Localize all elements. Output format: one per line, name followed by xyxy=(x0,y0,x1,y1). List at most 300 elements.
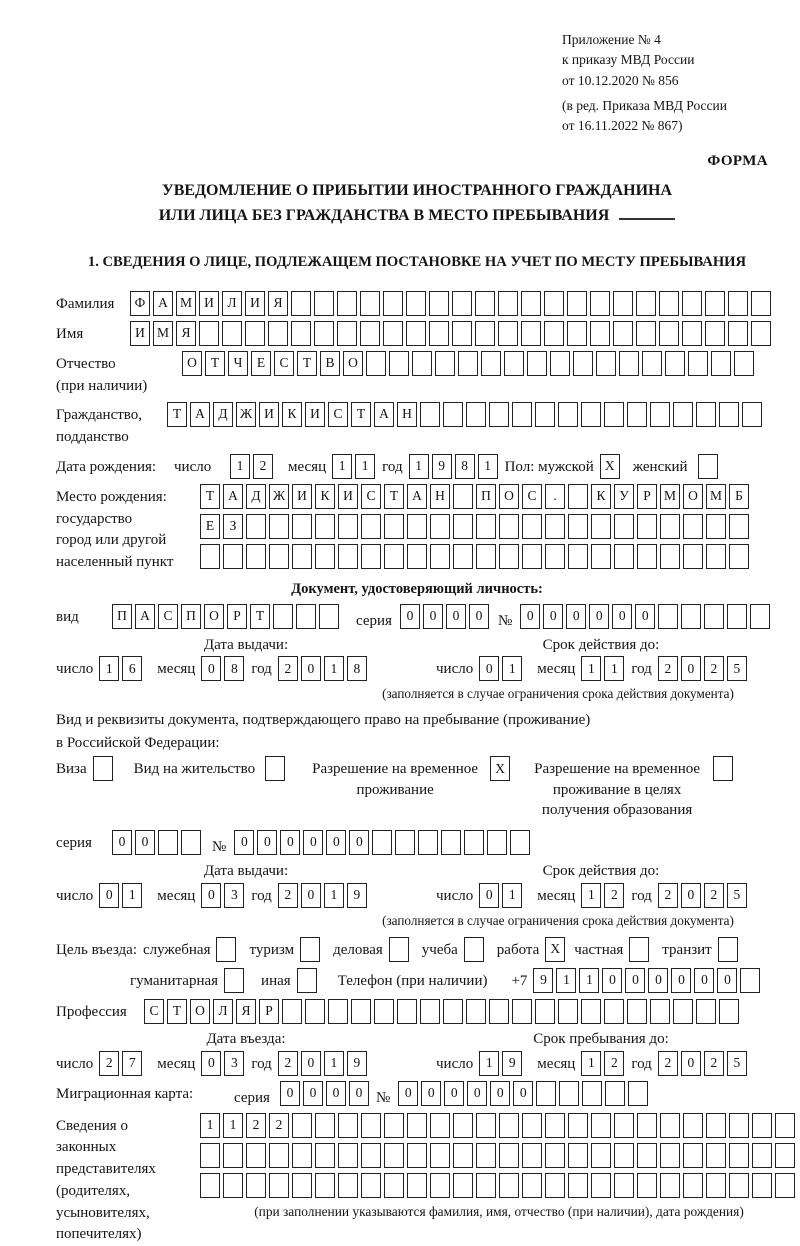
char-cell[interactable]: 1 xyxy=(223,1113,243,1138)
char-cell[interactable]: К xyxy=(315,484,335,509)
char-cell[interactable]: Т xyxy=(250,604,270,629)
char-cell[interactable] xyxy=(673,999,693,1024)
char-cell[interactable]: 3 xyxy=(224,1051,244,1076)
char-cell[interactable] xyxy=(698,454,718,479)
char-cell[interactable] xyxy=(476,544,496,569)
char-cell[interactable]: 1 xyxy=(502,656,522,681)
char-cell[interactable] xyxy=(452,321,472,346)
char-cell[interactable]: 1 xyxy=(332,454,352,479)
char-cell[interactable] xyxy=(752,1143,772,1168)
char-cell[interactable] xyxy=(727,604,747,629)
char-cell[interactable] xyxy=(558,402,578,427)
char-cell[interactable]: 0 xyxy=(280,1081,300,1106)
char-cell[interactable]: Т xyxy=(167,402,187,427)
char-cell[interactable] xyxy=(544,321,564,346)
char-cell[interactable]: 2 xyxy=(604,1051,624,1076)
char-cell[interactable]: 0 xyxy=(543,604,563,629)
char-cell[interactable] xyxy=(504,351,524,376)
char-cell[interactable] xyxy=(637,514,657,539)
char-cell[interactable] xyxy=(719,402,739,427)
char-cell[interactable]: 1 xyxy=(478,454,498,479)
char-cell[interactable] xyxy=(688,351,708,376)
char-cell[interactable] xyxy=(628,1081,648,1106)
char-cell[interactable] xyxy=(558,999,578,1024)
char-cell[interactable]: 1 xyxy=(99,656,119,681)
char-cell[interactable]: 0 xyxy=(681,883,701,908)
char-cell[interactable]: 2 xyxy=(658,1051,678,1076)
char-cell[interactable] xyxy=(292,514,312,539)
char-cell[interactable]: 1 xyxy=(355,454,375,479)
char-cell[interactable]: 8 xyxy=(455,454,475,479)
char-cell[interactable] xyxy=(568,1173,588,1198)
char-cell[interactable] xyxy=(545,1113,565,1138)
char-cell[interactable]: 1 xyxy=(230,454,250,479)
char-cell[interactable] xyxy=(683,1143,703,1168)
char-cell[interactable]: 0 xyxy=(602,968,622,993)
char-cell[interactable] xyxy=(582,1081,602,1106)
char-cell[interactable] xyxy=(291,321,311,346)
char-cell[interactable]: 0 xyxy=(303,830,323,855)
char-cell[interactable] xyxy=(338,1113,358,1138)
char-cell[interactable] xyxy=(750,604,770,629)
char-cell[interactable]: П xyxy=(181,604,201,629)
char-cell[interactable] xyxy=(384,544,404,569)
char-cell[interactable] xyxy=(591,1143,611,1168)
char-cell[interactable]: П xyxy=(112,604,132,629)
char-cell[interactable]: 1 xyxy=(502,883,522,908)
char-cell[interactable] xyxy=(614,544,634,569)
char-cell[interactable]: 1 xyxy=(324,1051,344,1076)
char-cell[interactable] xyxy=(614,514,634,539)
char-cell[interactable] xyxy=(751,321,771,346)
char-cell[interactable] xyxy=(453,544,473,569)
char-cell[interactable] xyxy=(729,544,749,569)
char-cell[interactable] xyxy=(466,999,486,1024)
char-cell[interactable] xyxy=(223,1173,243,1198)
char-cell[interactable]: М xyxy=(706,484,726,509)
char-cell[interactable]: 0 xyxy=(201,1051,221,1076)
char-cell[interactable]: 0 xyxy=(694,968,714,993)
char-cell[interactable]: С xyxy=(328,402,348,427)
char-cell[interactable]: А xyxy=(153,291,173,316)
char-cell[interactable] xyxy=(752,1113,772,1138)
char-cell[interactable]: Т xyxy=(297,351,317,376)
char-cell[interactable] xyxy=(269,544,289,569)
char-cell[interactable] xyxy=(265,756,285,781)
char-cell[interactable] xyxy=(681,604,701,629)
char-cell[interactable] xyxy=(269,514,289,539)
char-cell[interactable]: Р xyxy=(259,999,279,1024)
char-cell[interactable] xyxy=(223,1143,243,1168)
char-cell[interactable]: Я xyxy=(268,291,288,316)
char-cell[interactable] xyxy=(499,514,519,539)
char-cell[interactable] xyxy=(200,544,220,569)
char-cell[interactable] xyxy=(614,1173,634,1198)
char-cell[interactable] xyxy=(93,756,113,781)
char-cell[interactable] xyxy=(269,1143,289,1168)
char-cell[interactable] xyxy=(545,1143,565,1168)
char-cell[interactable]: 2 xyxy=(658,883,678,908)
char-cell[interactable] xyxy=(246,1173,266,1198)
char-cell[interactable] xyxy=(498,321,518,346)
char-cell[interactable]: 0 xyxy=(635,604,655,629)
char-cell[interactable]: Ф xyxy=(130,291,150,316)
char-cell[interactable] xyxy=(659,321,679,346)
char-cell[interactable]: И xyxy=(305,402,325,427)
char-cell[interactable]: 0 xyxy=(520,604,540,629)
char-cell[interactable]: Ж xyxy=(269,484,289,509)
char-cell[interactable]: Е xyxy=(200,514,220,539)
char-cell[interactable] xyxy=(705,321,725,346)
char-cell[interactable] xyxy=(224,968,244,993)
char-cell[interactable]: 5 xyxy=(727,1051,747,1076)
char-cell[interactable]: 0 xyxy=(301,883,321,908)
char-cell[interactable] xyxy=(522,1113,542,1138)
char-cell[interactable] xyxy=(407,514,427,539)
char-cell[interactable] xyxy=(729,514,749,539)
char-cell[interactable] xyxy=(430,544,450,569)
char-cell[interactable]: 0 xyxy=(421,1081,441,1106)
char-cell[interactable] xyxy=(711,351,731,376)
char-cell[interactable]: А xyxy=(190,402,210,427)
char-cell[interactable] xyxy=(429,291,449,316)
char-cell[interactable] xyxy=(351,999,371,1024)
char-cell[interactable] xyxy=(522,514,542,539)
char-cell[interactable] xyxy=(418,830,438,855)
char-cell[interactable] xyxy=(464,937,484,962)
char-cell[interactable]: 2 xyxy=(253,454,273,479)
char-cell[interactable]: Б xyxy=(729,484,749,509)
char-cell[interactable] xyxy=(374,999,394,1024)
char-cell[interactable] xyxy=(590,321,610,346)
char-cell[interactable] xyxy=(568,484,588,509)
char-cell[interactable]: 8 xyxy=(224,656,244,681)
char-cell[interactable] xyxy=(453,484,473,509)
char-cell[interactable]: А xyxy=(374,402,394,427)
char-cell[interactable] xyxy=(591,1113,611,1138)
char-cell[interactable] xyxy=(512,402,532,427)
char-cell[interactable] xyxy=(406,321,426,346)
char-cell[interactable] xyxy=(729,1113,749,1138)
char-cell[interactable]: О xyxy=(499,484,519,509)
char-cell[interactable]: 0 xyxy=(479,656,499,681)
char-cell[interactable] xyxy=(315,1173,335,1198)
char-cell[interactable]: С xyxy=(158,604,178,629)
char-cell[interactable] xyxy=(476,1173,496,1198)
char-cell[interactable]: 0 xyxy=(257,830,277,855)
char-cell[interactable] xyxy=(604,999,624,1024)
char-cell[interactable] xyxy=(499,1113,519,1138)
char-cell[interactable] xyxy=(360,321,380,346)
char-cell[interactable] xyxy=(636,321,656,346)
char-cell[interactable] xyxy=(489,999,509,1024)
char-cell[interactable] xyxy=(430,1173,450,1198)
char-cell[interactable]: X xyxy=(490,756,510,781)
char-cell[interactable] xyxy=(181,830,201,855)
char-cell[interactable] xyxy=(338,1143,358,1168)
char-cell[interactable]: 0 xyxy=(326,830,346,855)
char-cell[interactable] xyxy=(476,514,496,539)
char-cell[interactable]: 1 xyxy=(409,454,429,479)
char-cell[interactable]: 0 xyxy=(201,883,221,908)
char-cell[interactable] xyxy=(522,1143,542,1168)
char-cell[interactable] xyxy=(581,402,601,427)
char-cell[interactable] xyxy=(510,830,530,855)
char-cell[interactable]: 0 xyxy=(112,830,132,855)
char-cell[interactable]: 0 xyxy=(301,1051,321,1076)
char-cell[interactable]: 1 xyxy=(479,1051,499,1076)
char-cell[interactable]: 0 xyxy=(717,968,737,993)
char-cell[interactable] xyxy=(535,999,555,1024)
char-cell[interactable] xyxy=(315,1113,335,1138)
char-cell[interactable] xyxy=(361,1173,381,1198)
char-cell[interactable]: . xyxy=(545,484,565,509)
char-cell[interactable] xyxy=(338,1173,358,1198)
char-cell[interactable]: А xyxy=(407,484,427,509)
char-cell[interactable]: 0 xyxy=(423,604,443,629)
char-cell[interactable] xyxy=(338,514,358,539)
char-cell[interactable] xyxy=(682,291,702,316)
char-cell[interactable] xyxy=(246,1143,266,1168)
char-cell[interactable] xyxy=(545,1173,565,1198)
char-cell[interactable] xyxy=(706,544,726,569)
char-cell[interactable] xyxy=(590,291,610,316)
char-cell[interactable] xyxy=(660,1143,680,1168)
char-cell[interactable] xyxy=(315,544,335,569)
char-cell[interactable]: 0 xyxy=(326,1081,346,1106)
char-cell[interactable]: 0 xyxy=(444,1081,464,1106)
char-cell[interactable]: Т xyxy=(384,484,404,509)
char-cell[interactable] xyxy=(429,321,449,346)
char-cell[interactable]: 2 xyxy=(704,1051,724,1076)
char-cell[interactable] xyxy=(637,544,657,569)
char-cell[interactable] xyxy=(499,1173,519,1198)
char-cell[interactable] xyxy=(338,544,358,569)
char-cell[interactable] xyxy=(407,1113,427,1138)
char-cell[interactable] xyxy=(751,291,771,316)
char-cell[interactable] xyxy=(407,1173,427,1198)
char-cell[interactable] xyxy=(614,1143,634,1168)
char-cell[interactable] xyxy=(420,999,440,1024)
char-cell[interactable]: И xyxy=(245,291,265,316)
char-cell[interactable] xyxy=(383,321,403,346)
char-cell[interactable]: 5 xyxy=(727,883,747,908)
char-cell[interactable] xyxy=(245,321,265,346)
char-cell[interactable]: 1 xyxy=(122,883,142,908)
char-cell[interactable] xyxy=(291,291,311,316)
char-cell[interactable]: Ч xyxy=(228,351,248,376)
char-cell[interactable] xyxy=(407,544,427,569)
char-cell[interactable] xyxy=(498,291,518,316)
char-cell[interactable] xyxy=(512,999,532,1024)
char-cell[interactable] xyxy=(389,937,409,962)
char-cell[interactable] xyxy=(337,321,357,346)
char-cell[interactable] xyxy=(246,544,266,569)
char-cell[interactable] xyxy=(522,544,542,569)
char-cell[interactable]: 9 xyxy=(347,883,367,908)
char-cell[interactable] xyxy=(568,544,588,569)
char-cell[interactable] xyxy=(729,1143,749,1168)
char-cell[interactable] xyxy=(269,1173,289,1198)
char-cell[interactable]: С xyxy=(144,999,164,1024)
char-cell[interactable]: З xyxy=(223,514,243,539)
char-cell[interactable] xyxy=(246,514,266,539)
char-cell[interactable] xyxy=(591,514,611,539)
char-cell[interactable]: К xyxy=(591,484,611,509)
char-cell[interactable]: К xyxy=(282,402,302,427)
char-cell[interactable] xyxy=(395,830,415,855)
char-cell[interactable] xyxy=(742,402,762,427)
char-cell[interactable] xyxy=(660,544,680,569)
char-cell[interactable] xyxy=(521,291,541,316)
char-cell[interactable]: 0 xyxy=(671,968,691,993)
char-cell[interactable] xyxy=(453,514,473,539)
char-cell[interactable] xyxy=(683,544,703,569)
char-cell[interactable]: Я xyxy=(176,321,196,346)
char-cell[interactable] xyxy=(775,1143,795,1168)
char-cell[interactable] xyxy=(420,402,440,427)
char-cell[interactable]: 1 xyxy=(581,1051,601,1076)
char-cell[interactable]: О xyxy=(190,999,210,1024)
char-cell[interactable] xyxy=(728,291,748,316)
char-cell[interactable] xyxy=(713,756,733,781)
char-cell[interactable]: И xyxy=(338,484,358,509)
char-cell[interactable]: И xyxy=(199,291,219,316)
char-cell[interactable] xyxy=(453,1173,473,1198)
char-cell[interactable] xyxy=(567,321,587,346)
char-cell[interactable] xyxy=(361,514,381,539)
char-cell[interactable]: 6 xyxy=(122,656,142,681)
char-cell[interactable]: Т xyxy=(351,402,371,427)
char-cell[interactable] xyxy=(591,544,611,569)
char-cell[interactable]: Е xyxy=(251,351,271,376)
char-cell[interactable] xyxy=(292,1113,312,1138)
char-cell[interactable]: М xyxy=(176,291,196,316)
char-cell[interactable]: А xyxy=(135,604,155,629)
char-cell[interactable] xyxy=(706,514,726,539)
char-cell[interactable]: Л xyxy=(213,999,233,1024)
char-cell[interactable] xyxy=(292,1173,312,1198)
char-cell[interactable]: 9 xyxy=(533,968,553,993)
char-cell[interactable] xyxy=(361,1113,381,1138)
char-cell[interactable] xyxy=(430,1143,450,1168)
char-cell[interactable]: 7 xyxy=(122,1051,142,1076)
char-cell[interactable] xyxy=(729,1173,749,1198)
char-cell[interactable] xyxy=(443,402,463,427)
char-cell[interactable]: 3 xyxy=(224,883,244,908)
char-cell[interactable]: Л xyxy=(222,291,242,316)
char-cell[interactable] xyxy=(637,1173,657,1198)
char-cell[interactable] xyxy=(706,1113,726,1138)
char-cell[interactable] xyxy=(464,830,484,855)
char-cell[interactable]: У xyxy=(614,484,634,509)
char-cell[interactable]: 2 xyxy=(704,883,724,908)
char-cell[interactable] xyxy=(568,1113,588,1138)
char-cell[interactable] xyxy=(596,351,616,376)
char-cell[interactable]: 0 xyxy=(349,830,369,855)
char-cell[interactable] xyxy=(718,937,738,962)
char-cell[interactable] xyxy=(282,999,302,1024)
char-cell[interactable] xyxy=(216,937,236,962)
char-cell[interactable] xyxy=(550,351,570,376)
char-cell[interactable]: Д xyxy=(213,402,233,427)
char-cell[interactable] xyxy=(535,402,555,427)
char-cell[interactable] xyxy=(642,351,662,376)
char-cell[interactable] xyxy=(315,1143,335,1168)
char-cell[interactable]: И xyxy=(292,484,312,509)
char-cell[interactable] xyxy=(361,544,381,569)
char-cell[interactable]: Т xyxy=(200,484,220,509)
char-cell[interactable] xyxy=(430,514,450,539)
char-cell[interactable]: Р xyxy=(227,604,247,629)
char-cell[interactable] xyxy=(706,1173,726,1198)
char-cell[interactable] xyxy=(443,999,463,1024)
char-cell[interactable] xyxy=(660,1173,680,1198)
char-cell[interactable] xyxy=(273,604,293,629)
char-cell[interactable] xyxy=(650,999,670,1024)
char-cell[interactable] xyxy=(397,999,417,1024)
char-cell[interactable]: 9 xyxy=(347,1051,367,1076)
char-cell[interactable] xyxy=(200,1143,220,1168)
char-cell[interactable]: 0 xyxy=(467,1081,487,1106)
char-cell[interactable] xyxy=(665,351,685,376)
char-cell[interactable]: 1 xyxy=(556,968,576,993)
char-cell[interactable]: 1 xyxy=(324,656,344,681)
char-cell[interactable] xyxy=(305,999,325,1024)
char-cell[interactable] xyxy=(775,1113,795,1138)
char-cell[interactable] xyxy=(660,1113,680,1138)
char-cell[interactable] xyxy=(740,968,760,993)
char-cell[interactable] xyxy=(637,1113,657,1138)
char-cell[interactable] xyxy=(466,402,486,427)
char-cell[interactable]: С xyxy=(522,484,542,509)
char-cell[interactable]: Ж xyxy=(236,402,256,427)
char-cell[interactable]: Я xyxy=(236,999,256,1024)
char-cell[interactable] xyxy=(328,999,348,1024)
char-cell[interactable]: С xyxy=(361,484,381,509)
char-cell[interactable]: 0 xyxy=(566,604,586,629)
char-cell[interactable] xyxy=(704,604,724,629)
char-cell[interactable]: 8 xyxy=(347,656,367,681)
char-cell[interactable] xyxy=(199,321,219,346)
char-cell[interactable]: Т xyxy=(205,351,225,376)
char-cell[interactable] xyxy=(314,321,334,346)
char-cell[interactable]: Н xyxy=(397,402,417,427)
char-cell[interactable] xyxy=(383,291,403,316)
char-cell[interactable] xyxy=(650,402,670,427)
char-cell[interactable] xyxy=(613,321,633,346)
char-cell[interactable] xyxy=(567,291,587,316)
char-cell[interactable]: 0 xyxy=(398,1081,418,1106)
char-cell[interactable] xyxy=(627,999,647,1024)
char-cell[interactable] xyxy=(384,1113,404,1138)
char-cell[interactable] xyxy=(636,291,656,316)
char-cell[interactable]: 0 xyxy=(301,656,321,681)
char-cell[interactable]: Д xyxy=(246,484,266,509)
char-cell[interactable] xyxy=(489,402,509,427)
char-cell[interactable]: 2 xyxy=(246,1113,266,1138)
char-cell[interactable]: 2 xyxy=(704,656,724,681)
char-cell[interactable] xyxy=(660,514,680,539)
char-cell[interactable] xyxy=(268,321,288,346)
char-cell[interactable] xyxy=(475,321,495,346)
char-cell[interactable] xyxy=(719,999,739,1024)
char-cell[interactable] xyxy=(734,351,754,376)
char-cell[interactable] xyxy=(384,1173,404,1198)
char-cell[interactable]: П xyxy=(476,484,496,509)
char-cell[interactable]: А xyxy=(223,484,243,509)
char-cell[interactable] xyxy=(292,1143,312,1168)
